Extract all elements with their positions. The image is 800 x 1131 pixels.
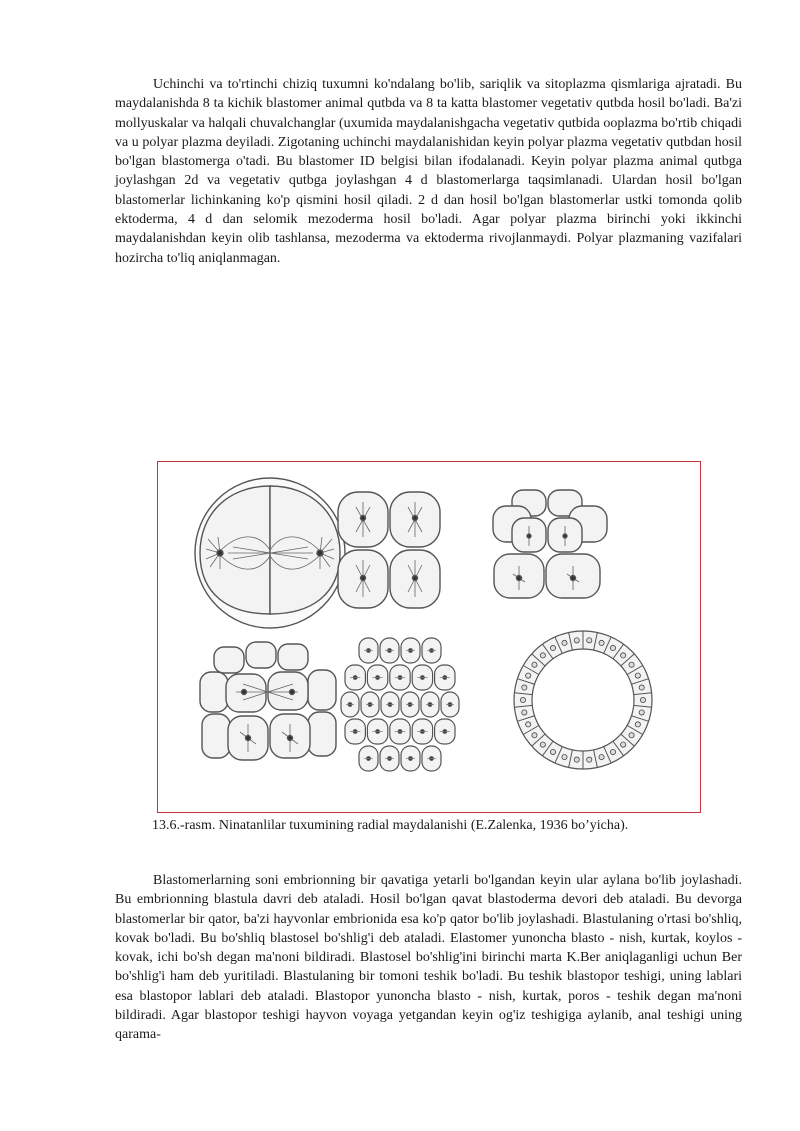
sixteen-cell-embryo-icon bbox=[200, 642, 336, 760]
two-cell-embryo-icon bbox=[195, 478, 345, 628]
four-cell-embryo-icon bbox=[338, 492, 440, 608]
cleavage-figure bbox=[157, 461, 701, 813]
thirty-two-cell-embryo-icon bbox=[341, 638, 459, 771]
paragraph-intro: Uchinchi va to'rtinchi chiziq tuxumni ko'ndalang bo'lib, sariqlik va sitoplazma qismlariga ajratadi. Bu maydalanishda 8 ta kichik blastomer animal qutbda va 8 ta katta blastomer vegetativ qutbda hosil bo'ladi. Ba'zi mollyuskalar va halqali chuvalchanglar (uxumida maydalanishgacha vegetativ qutbida ooplazma bo'rtib chiqadi va u polyar plazma deyiladi. Zigotaning uchinchi maydalanishidan keyin polyar plazma vegetativ qutbdan hosil bo'lgan blastomerga o'tadi. Bu blastomer ID belgisi bilan ifodalanadi. Keyin polyar plazma animal qutbga joylashgan 2d va vegetativ qutbga joylashgan 4 d blastomerlarga taqsimlanadi. Ulardan hosil bo'lgan blastomerlar lichinkaning ko'p qismini hosil qiladi. 2 d dan hosil bo'lgan blastomerlar ustki tomonda qolib ektoderma, 4 d dan selomik mezoderma hosil bo'ladi. Agar polyar plazma birinchi yoki ikkinchi maydalanishdan keyin olib tashlansa, mezoderma va ektoderma rivojlanmaydi. Polyar plazmaning vazifalari hozircha to'liq aniqlanmagan. bbox=[115, 77, 742, 266]
figure-caption: 13.6.-rasm. Ninatanlilar tuxumining radial maydalanishi (E.Zalenka, 1936 bo’yicha). bbox=[152, 818, 629, 833]
eight-cell-embryo-icon bbox=[493, 490, 607, 598]
cleavage-drawing bbox=[158, 462, 702, 814]
blastula-ring-icon bbox=[514, 631, 652, 769]
paragraph-blastula: Blastomerlarning soni embrionning bir qavatiga yetarli bo'lgandan keyin ular aylana bo'lib joylashadi. Bu embrionning blastula davri deb ataladi. Hosil bo'lgan qavat blastoderma devori deb ataladi. Bu devorga blastomerlar bir qator, ba'zi hayvonlar embrionida esa ko'p qator bo'lib joylashadi. Blastulaning o'rtasi bo'shliq, kovak bo'ladi. Bu bo'shliq blastosel bo'shlig'i deb ataladi. Elastomer yunoncha blasto - nish, kurtak, koylos - kovak, ichi bo'sh degan ma'noni bildiradi. Blastosel bo'shlig'ini birinchi marta K.Ber aniqlaganligi uchun Ber bo'shlig'i ham deb yuritiladi. Blastulaning bir tomoni teshik bo'ladi. Bu teshik blastopor teshigi, uning lablari esa blastopor lablari deb ataladi. Blastopor yunoncha blasto - nish, kurtak, poros - teshik degan ma'noni bildiradi. Agar blastopor teshigi hayvon voyaga yetgandan keyin og'iz teshigiga aylanib, anal teshigi uning qarama- bbox=[115, 873, 742, 1043]
